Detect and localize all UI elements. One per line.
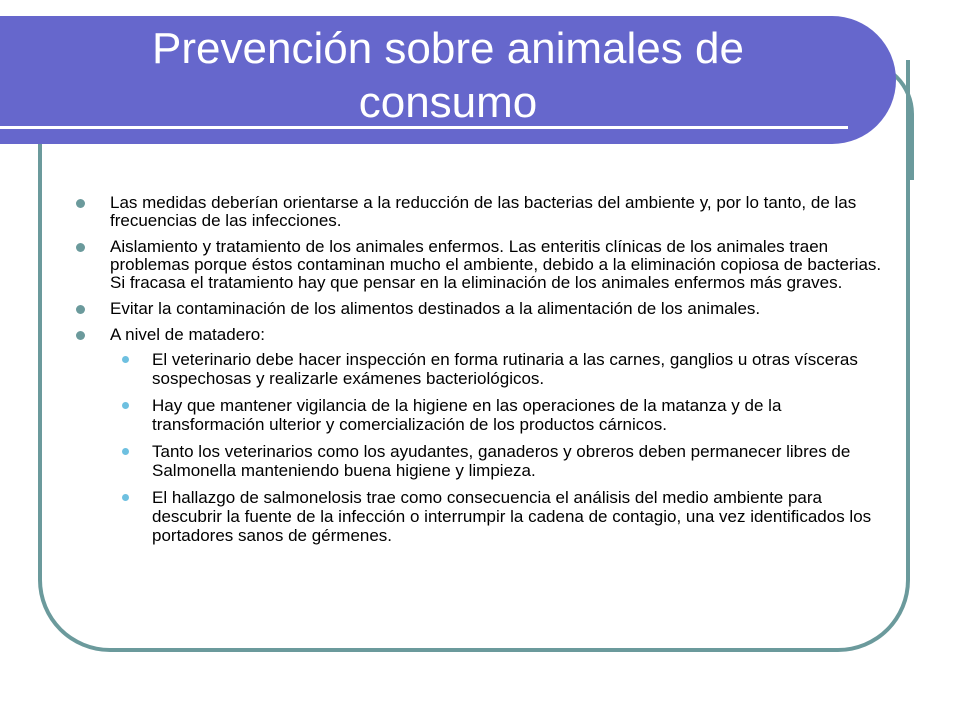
- sub-bullet-item: [110, 488, 896, 545]
- bullet-text: Aislamiento y tratamiento de los animales enfermos. Las enteritis clínicas de los animales traen problemas porque éstos contaminan mucho el ambiente, debido a la eliminación copiosa de bacterias. Si fracasa el tratamiento hay que pensar en la eliminación de los animales enfermos más graves.: [110, 237, 882, 292]
- sub-bullet-dot-icon: [122, 356, 129, 363]
- sub-bullet-text: Hay que mantener vigilancia de la higiene en las operaciones de la matanza y de la transformación ulterior y comercialización de los productos cárnicos.: [152, 396, 782, 434]
- bullet-item: [76, 300, 896, 318]
- bullet-text: Las medidas deberían orientarse a la reducción de las bacterias del ambiente y, por lo tanto, de las frecuencias de las infecciones.: [110, 193, 857, 230]
- sub-bullet-dot-icon: [122, 448, 129, 455]
- bullet-dot-icon: [76, 243, 85, 252]
- bullet-list: [76, 194, 896, 545]
- bullet-item: [76, 326, 896, 545]
- bullet-dot-icon: [76, 199, 85, 208]
- sub-bullet-dot-icon: [122, 494, 129, 501]
- sub-bullet-item: [110, 350, 896, 388]
- bullet-item: [76, 238, 896, 292]
- bullet-dot-icon: [76, 331, 85, 340]
- sub-bullet-item: [110, 396, 896, 434]
- sub-bullet-item: [110, 442, 896, 480]
- sub-bullet-text: El veterinario debe hacer inspección en forma rutinaria a las carnes, ganglios u otras vísceras sospechosas y realizarle exámenes bacteriológicos.: [152, 350, 858, 388]
- slide-title: Prevención sobre animales de consumo: [152, 24, 744, 127]
- bullet-text: Evitar la contaminación de los alimentos destinados a la alimentación de los animales.: [110, 299, 761, 318]
- sub-bullet-dot-icon: [122, 402, 129, 409]
- slide-content: [76, 194, 896, 553]
- sub-bullet-list: [110, 350, 896, 545]
- sub-bullet-text: Tanto los veterinarios como los ayudantes, ganaderos y obreros deben permanecer libres de Salmonella manteniendo buena higiene y limpieza.: [152, 442, 851, 480]
- sub-bullet-text: El hallazgo de salmonelosis trae como consecuencia el análisis del medio ambiente para descubrir la fuente de la infección o interrumpir la cadena de contagio, una vez identificados los portadores sanos de gérmenes.: [152, 488, 872, 545]
- bullet-text: A nivel de matadero:: [110, 325, 265, 344]
- bullet-dot-icon: [76, 305, 85, 314]
- bullet-item: [76, 194, 896, 230]
